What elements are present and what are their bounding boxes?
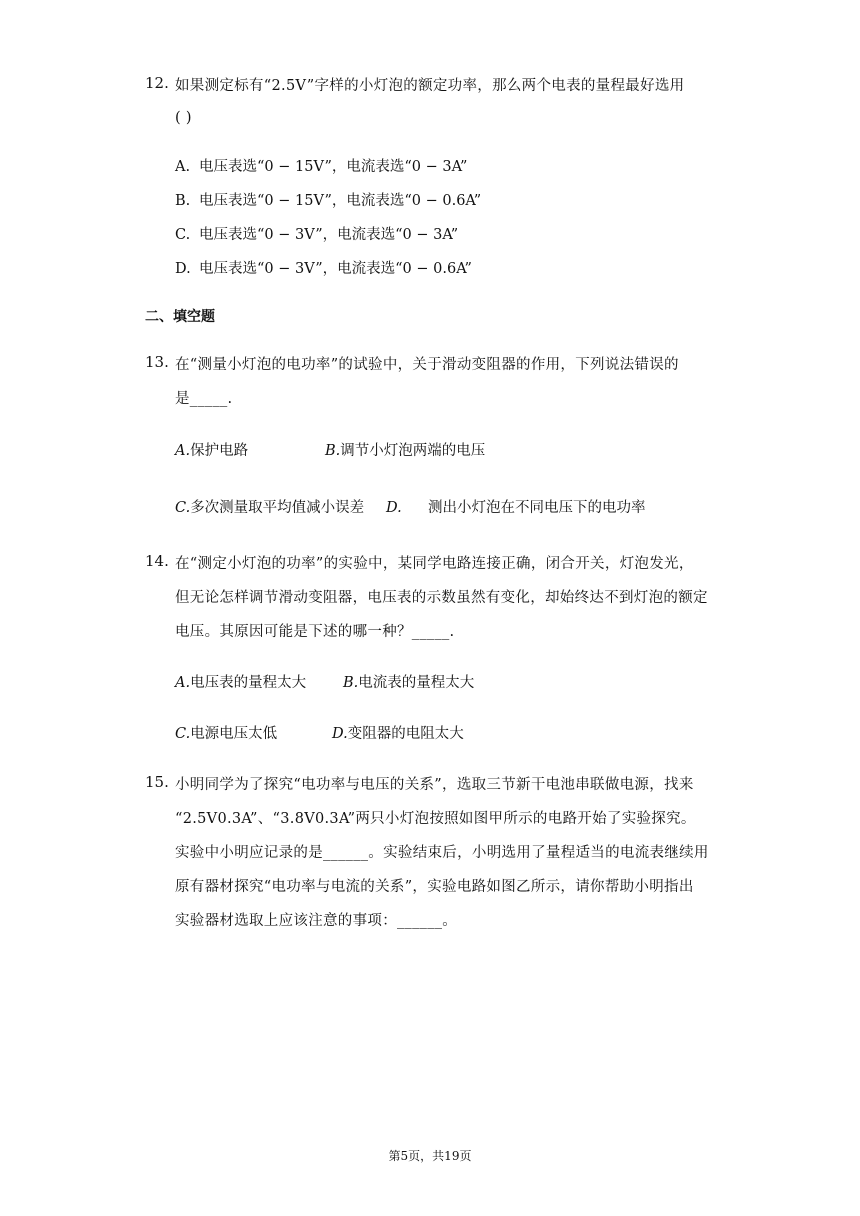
question-12-option-a <box>175 155 467 176</box>
option-text: 多次测量取平均值减小误差 <box>190 500 365 516</box>
question-14-option-d <box>332 722 464 743</box>
option-text: 电压表选“0 − 15V”，电流表选“0 − 0.6A” <box>199 193 482 209</box>
option-label: A. <box>175 675 191 691</box>
option-text: 调节小灯泡两端的电压 <box>340 443 486 459</box>
option-label: D. <box>175 261 191 277</box>
option-text: 电源电压太低 <box>190 726 278 742</box>
question-14-stem-line-3: 电压。其原因可能是下述的哪一种？_____. <box>175 624 455 640</box>
question-12-option-d <box>175 257 472 278</box>
question-13-stem-line-2: 是_____. <box>175 391 233 407</box>
option-label: B. <box>325 443 341 459</box>
question-15-stem-line-2: “2.5V0.3A”、“3.8V0.3A”两只小灯泡按照如图甲所示的电路开始了实验探究。 <box>175 811 696 827</box>
question-13-option-d <box>386 496 646 517</box>
option-label: A. <box>175 159 191 175</box>
question-12-stem-line-2: ( ) <box>175 110 192 126</box>
question-13-option-c <box>175 496 364 517</box>
question-13-number: 13. <box>145 353 169 371</box>
option-text: 电压表的量程太大 <box>190 675 307 691</box>
option-label: C. <box>175 500 191 516</box>
option-text: 电压表选“0 − 3V”，电流表选“0 − 3A” <box>199 227 459 243</box>
question-14-number: 14. <box>145 552 169 570</box>
question-14-stem-line-2: 但无论怎样调节滑动变阻器，电压表的示数虽然有变化，却始终达不到灯泡的额定 <box>175 590 708 606</box>
option-label: D. <box>332 726 348 742</box>
question-12-stem-line-1: 如果测定标有“2.5V”字样的小灯泡的额定功率，那么两个电表的量程最好选用 <box>175 78 685 94</box>
page-footer: 第5页，共19页 <box>388 1149 472 1163</box>
option-text: 保护电路 <box>190 443 249 459</box>
question-15-stem-line-5: 实验器材选取上应该注意的事项：______。 <box>175 913 458 929</box>
question-13-stem-line-1: 在“测量小灯泡的电功率”的试验中，关于滑动变阻器的作用，下列说法错误的 <box>175 357 679 373</box>
option-text: 电流表的量程太大 <box>358 675 475 691</box>
question-14-option-c <box>175 722 277 743</box>
option-label: B. <box>343 675 359 691</box>
section-header-fill-in-blank: 二、填空题 <box>145 309 215 325</box>
option-text: 测出小灯泡在不同电压下的电功率 <box>428 500 646 516</box>
option-text: 电压表选“0 − 3V”，电流表选“0 − 0.6A” <box>199 261 472 277</box>
option-label: B. <box>175 193 191 209</box>
question-15-stem-line-3: 实验中小明应记录的是______。实验结束后，小明选用了量程适当的电流表继续用 <box>175 845 709 861</box>
option-label: D. <box>386 500 402 516</box>
question-15-number: 15. <box>145 773 169 791</box>
question-13-option-a <box>175 439 248 460</box>
question-14-stem-line-1: 在“测定小灯泡的功率”的实验中，某同学电路连接正确，闭合开关，灯泡发光， <box>175 556 694 572</box>
option-label: C. <box>175 227 191 243</box>
question-12-option-b <box>175 189 481 210</box>
question-15-stem-line-1: 小明同学为了探究“电功率与电压的关系”，选取三节新干电池串联做电源，找来 <box>175 777 694 793</box>
question-15-stem-line-4: 原有器材探究“电功率与电流的关系”，实验电路如图乙所示，请你帮助小明指出 <box>175 879 694 895</box>
question-14-option-b <box>343 671 474 692</box>
option-label: C. <box>175 726 191 742</box>
question-12-option-c <box>175 223 458 244</box>
question-13-option-b <box>325 439 485 460</box>
option-text: 变阻器的电阻太大 <box>347 726 464 742</box>
option-label: A. <box>175 443 191 459</box>
question-12-number: 12. <box>145 74 169 92</box>
question-14-option-a <box>175 671 306 692</box>
option-text: 电压表选“0 − 15V”，电流表选“0 − 3A” <box>199 159 468 175</box>
